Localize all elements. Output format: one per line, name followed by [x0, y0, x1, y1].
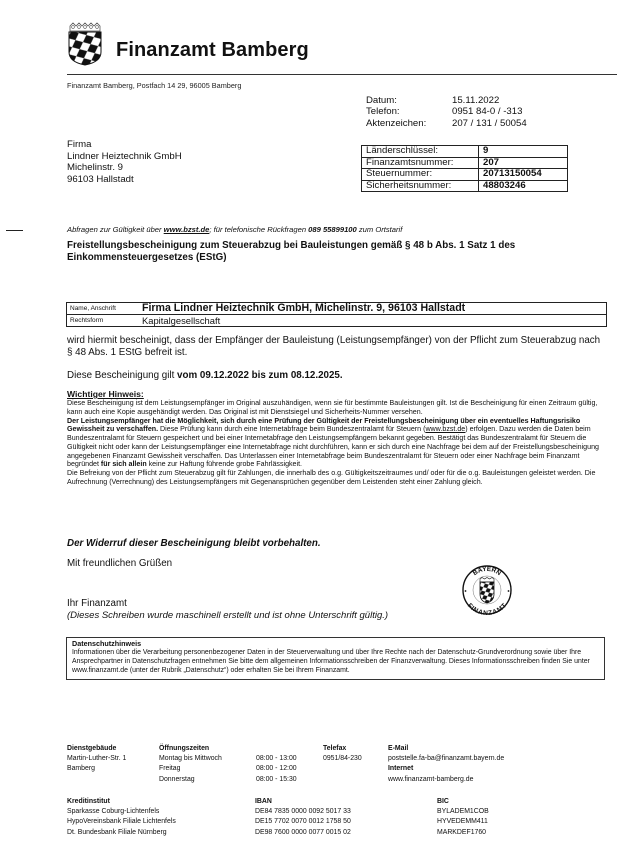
privacy-text: Informationen über die Verarbeitung personenbezogener Daten in der Steuerverwaltung und über Ihre Rechte nach der Datenschutz-Grundverordnung sowie über Ihre Ansprechpartner in Datenschutzfragen entnehmen Sie bitte dem allgemeinen Informationsschreiben der Finanzverwaltung. Dieses Informationsschreiben finden Sie unter www.finanzamt.de (unter der Rubrik „Datenschutz“) oder erhalten Sie bei Ihrem Finanzamt. — [72, 648, 590, 674]
internet-value[interactable]: www.finanzamt-bamberg.de — [388, 775, 474, 783]
notice-bold: Der Leistungsempfänger hat die Möglichkeit, sich durch eine Prüfung der Gültigkeit der Freistellungsbescheinigung über ein eventuelles Haftungsrisiko Gewissheit zu verschaffen. — [67, 416, 581, 434]
footer-banks — [67, 797, 176, 838]
fax-label: Telefax — [323, 745, 347, 752]
hours-row — [159, 764, 297, 774]
table-row — [67, 315, 607, 327]
key-label: Sicherheitsnummer: — [362, 180, 479, 192]
footer-opening-hours — [159, 744, 297, 785]
legal-form-label: Rechtsform — [67, 315, 140, 327]
footer-email-internet — [388, 744, 504, 785]
iban-value: DE98 7600 0000 0077 0015 02 — [255, 828, 351, 836]
signoff-office: Ihr Finanzamt — [67, 598, 127, 609]
key-value: 9 — [479, 146, 568, 158]
certification-text: wird hiermit bescheinigt, dass der Empfänger der Bauleistung (Leistungsempfänger) von der Pflicht zum Steuerabzug nach § 48 Abs. 1 EStG befreit ist. — [67, 335, 601, 358]
svg-text:FINANZAMT: FINANZAMT — [465, 602, 509, 616]
recipient-address — [67, 139, 182, 185]
letter-meta — [366, 95, 527, 129]
recipient-line: Michelinstr. 9 — [67, 162, 123, 174]
bank-name: HypoVereinsbank Filiale Lichtenfels — [67, 818, 176, 826]
table-row — [67, 303, 607, 315]
bic-value: BYLADEM1COB — [437, 808, 489, 816]
notice-paragraph: Diese Bescheinigung ist dem Leistungsempfänger im Original auszuhändigen, wenn sie für bestimmte Bauleistungen gilt. Ist die Bescheinigung für einen Zeitraum gültig, kann auch eine Kopie ausgehändigt werden. Das Original ist mit Dienstsiegel und Sicherheits-Nummer versehen. — [67, 399, 598, 416]
table-row — [362, 146, 568, 158]
iban-label: IBAN — [255, 798, 272, 805]
recipient-line: 96103 Hallstadt — [67, 173, 134, 185]
hours-label: Öffnungszeiten — [159, 745, 210, 752]
hours-days: Freitag — [159, 765, 181, 773]
legal-form-value: Kapitalgesellschaft — [139, 315, 607, 327]
date-value: 15.11.2022 — [452, 95, 500, 106]
name-label: Name, Anschrift — [67, 303, 140, 315]
building-street: Martin-Luther-Str. 1 — [67, 755, 127, 763]
bank-name: Dt. Bundesbank Filiale Nürnberg — [67, 828, 167, 836]
validity-prefix: Diese Bescheinigung gilt — [67, 370, 178, 381]
key-label: Länderschlüssel: — [362, 146, 479, 158]
hint-text: zum Ortstarif — [356, 225, 403, 234]
email-label: E-Mail — [388, 745, 409, 752]
signoff — [67, 598, 388, 622]
bzst-link[interactable]: www.bzst.de — [425, 425, 466, 434]
sender-address: Finanzamt Bamberg, Postfach 14 29, 96005 Bamberg — [67, 81, 242, 90]
key-value: 20713150054 — [479, 169, 568, 181]
internet-label: Internet — [388, 765, 414, 773]
notice-paragraph — [67, 417, 612, 470]
file-number-value: 207 / 131 / 50054 — [452, 117, 527, 129]
table-row — [362, 180, 568, 192]
official-seal-icon — [456, 564, 518, 616]
notice-bold: für sich allein — [100, 460, 147, 469]
hours-time: 08:00 - 15:30 — [256, 775, 297, 783]
recipient-line: Lindner Heiztechnik GmbH — [67, 150, 182, 162]
document-title: Freistellungsbescheinigung zum Steuerabzug bei Bauleistungen gemäß § 48 b Abs. 1 Satz 1 des Einkommensteuergesetzes (EStG) — [67, 240, 516, 263]
phone-label: Telefon: — [366, 106, 400, 118]
hours-time: 08:00 - 13:00 — [256, 755, 297, 763]
notice-text: keine zur Haftung führende grobe Fahrlässigkeit. — [146, 460, 303, 469]
email-value[interactable]: poststelle.fa-ba@finanzamt.bayern.de — [388, 755, 505, 763]
table-row — [362, 157, 568, 169]
key-value: 48803246 — [479, 180, 568, 192]
notice-title: Wichtiger Hinweis: — [67, 389, 144, 399]
iban-value: DE15 7702 0070 0012 1758 50 — [255, 818, 351, 826]
file-number-label: Aktenzeichen: — [366, 117, 427, 129]
header-divider — [67, 74, 617, 75]
phone-value: 0951 84-0 / -313 — [452, 106, 523, 118]
footer-iban — [255, 797, 351, 838]
tax-key-table — [361, 145, 568, 192]
hours-days: Montag bis Mittwoch — [159, 755, 222, 763]
bic-label: BIC — [437, 798, 449, 805]
company-table — [66, 302, 607, 327]
hours-row — [159, 754, 297, 764]
validity-period — [67, 370, 343, 381]
footer-building — [67, 744, 126, 775]
bavarian-coat-of-arms-icon — [67, 22, 103, 66]
footer-fax — [323, 744, 362, 764]
important-notice — [67, 389, 612, 487]
hint-text: ; für telefonische Rückfragen — [209, 225, 309, 234]
hint-text: Abfragen zur Gültigkeit über — [67, 225, 164, 234]
building-label: Dienstgebäude — [67, 745, 117, 752]
key-value: 207 — [479, 157, 568, 169]
privacy-notice-box — [66, 637, 605, 680]
hotline-number: 089 55899100 — [308, 225, 357, 234]
validity-range: vom 09.12.2022 bis zum 08.12.2025. — [177, 370, 343, 381]
notice-paragraph: Die Befreiung von der Pflicht zum Steuerabzug gilt für Zahlungen, die innerhalb des o.g. Gültigkeitszeitraumes und/ oder für die o.g. Bauleistungen geleistet werden. Die Aufrechnung (Verrechnung) des Leistungsempfängers mit Gegenansprüchen gegenüber dem Leistenden steht einer Zahlung gleich. — [67, 469, 596, 486]
table-row — [362, 169, 568, 181]
validity-query-hint — [67, 225, 402, 234]
bic-value: MARKDEF1760 — [437, 828, 487, 836]
bank-label: Kreditinstitut — [67, 798, 110, 805]
signoff-note: (Dieses Schreiben wurde maschinell erstellt und ist ohne Unterschrift gültig.) — [67, 609, 389, 621]
date-label: Datum: — [366, 95, 397, 106]
hours-days: Donnerstag — [159, 775, 195, 783]
name-value: Firma Lindner Heiztechnik GmbH, Michelinstr. 9, 96103 Hallstadt — [139, 303, 607, 315]
privacy-title: Datenschutzhinweis — [72, 639, 142, 648]
closing-greeting: Mit freundlichen Grüßen — [67, 558, 173, 569]
recipient-line: Firma — [67, 139, 92, 150]
iban-value: DE84 7835 0000 0092 5017 33 — [255, 808, 351, 816]
hours-time: 08:00 - 12:00 — [256, 765, 297, 773]
notice-text: ) erfolgen. Dazu werden die Daten beim Bundeszentralamt für Steuern gespeichert und bei einer Internetabfrage den Leistungsempfängern bekannt gegeben. Bestätigt das Bundeszentralamt für Steuern die Gültigkeit nicht oder kann der Leistungsempfänger eine Internetabfrage nicht durchführen, kann er sich durch eine Nachfrage bei dem auf der Freistellungsbescheinigung angegebenen Finanzamt Gewissheit verschaffen. Das Unterlassen einer Internetabfrage beim Bundeszentralamt für Steuern oder einer Nachfrage beim Finanzamt begründet — [67, 425, 599, 469]
svg-text:BAYERN: BAYERN — [471, 565, 503, 578]
fax-value: 0951/84-230 — [323, 755, 362, 763]
footer-bic — [437, 797, 489, 838]
hours-row — [159, 775, 297, 785]
bank-name: Sparkasse Coburg-Lichtenfels — [67, 808, 160, 816]
notice-text: Diese Prüfung kann durch eine Internetabfrage beim Bundeszentralamt für Steuern ( — [158, 425, 426, 434]
bic-value: HYVEDEMM411 — [437, 818, 488, 826]
office-title: Finanzamt Bamberg — [116, 39, 309, 61]
key-label: Steuernummer: — [362, 169, 479, 181]
bzst-link[interactable]: www.bzst.de — [163, 225, 210, 234]
key-label: Finanzamtsnummer: — [362, 157, 479, 169]
building-city: Bamberg — [67, 765, 95, 773]
revocation-reservation: Der Widerruf dieser Bescheinigung bleibt vorbehalten. — [67, 538, 321, 549]
fold-mark — [6, 230, 23, 231]
